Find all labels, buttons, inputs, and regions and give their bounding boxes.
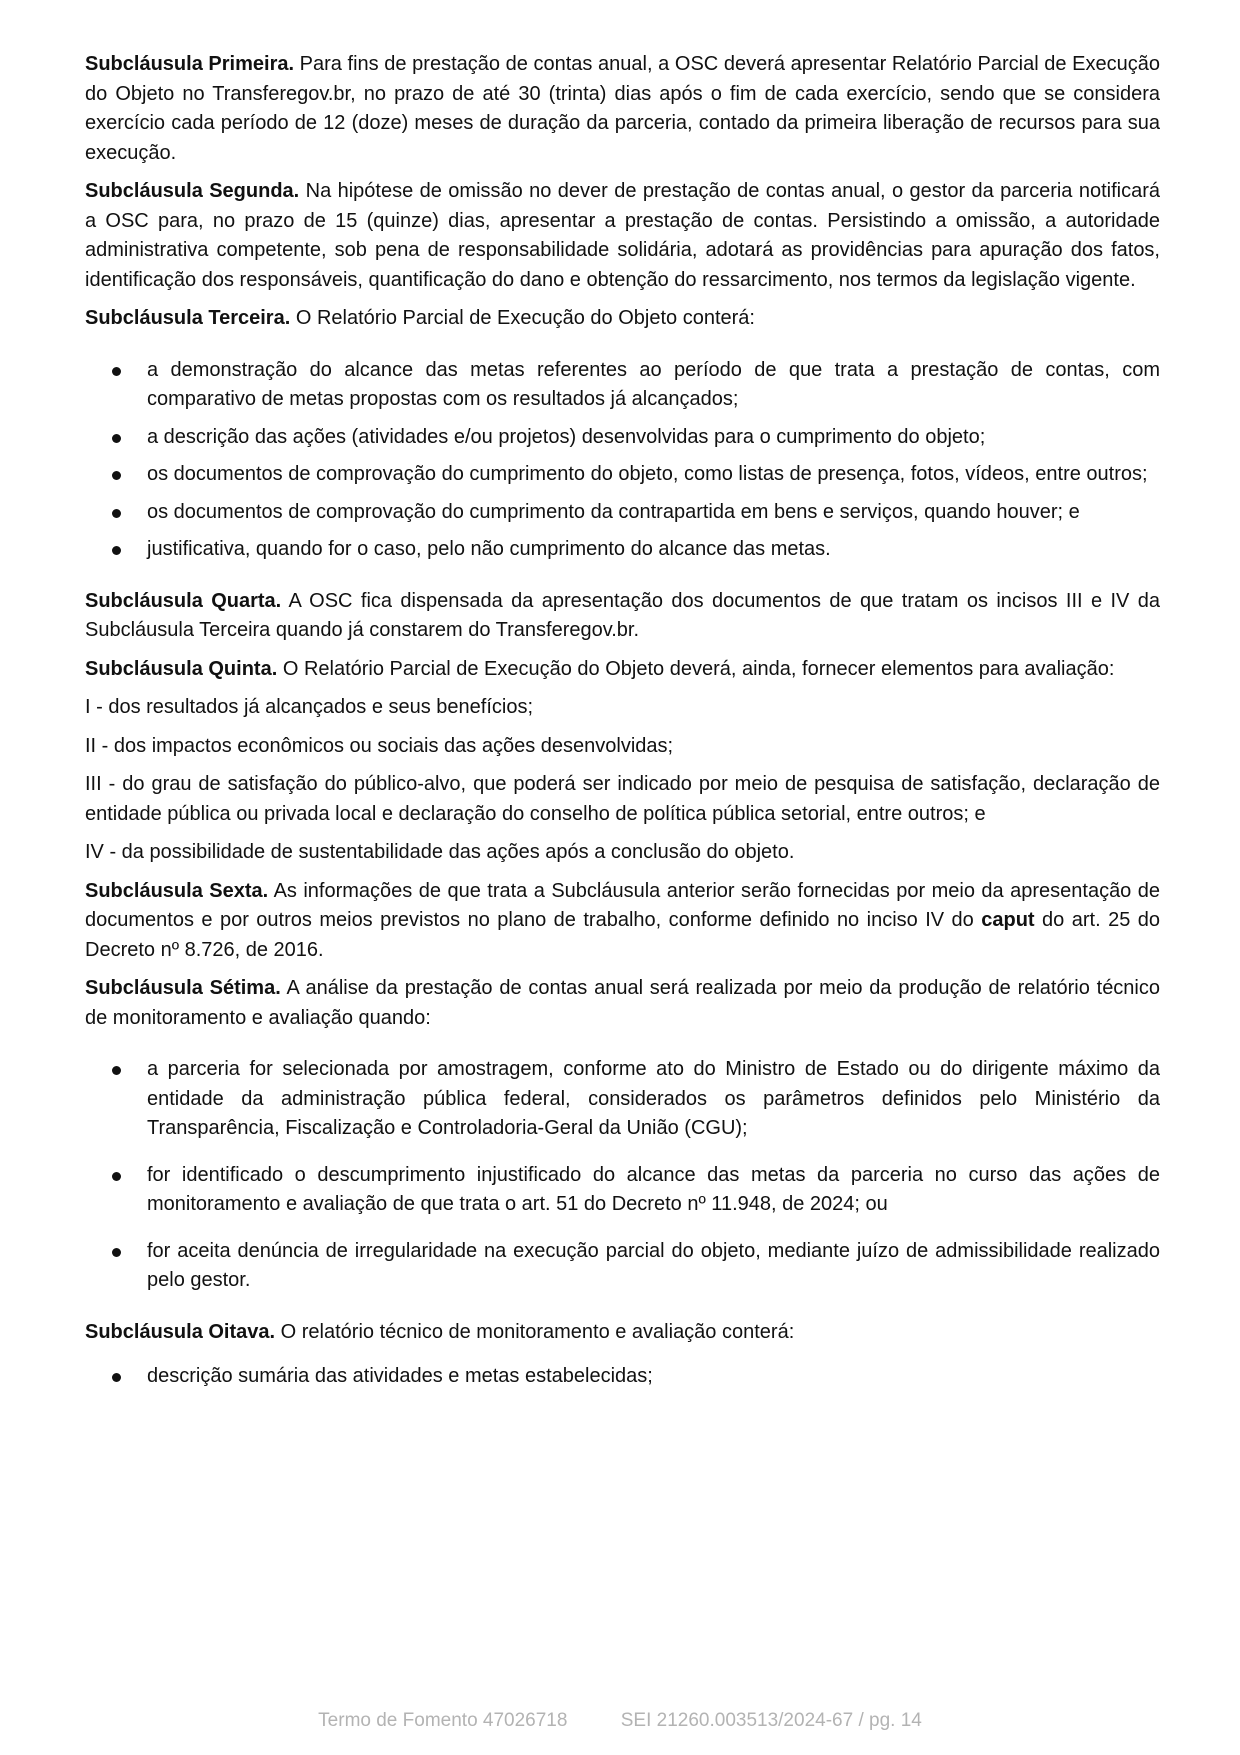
clause-text: A análise da prestação de contas anual será realizada por meio da produção de relatório técnico de monitoramento e avaliação quando:: [85, 977, 1161, 1029]
clause-text: O Relatório Parcial de Execução do Objeto conterá:: [295, 307, 755, 329]
list-item: a parceria for selecionada por amostragem, conforme ato do Ministro de Estado ou do dirigente máximo da entidade da administração pública federal, considerados os parâmetros definidos pelo Ministério da Transparência, Fiscalização e Controladoria-Geral da União (CGU);: [85, 1055, 1160, 1144]
clause-quinta: [85, 655, 1160, 685]
inciso-ii: II - dos impactos econômicos ou sociais das ações desenvolvidas;: [85, 734, 674, 757]
clause-text: Na hipótese de omissão no dever de prestação de contas anual, o gestor da parceria notificará a OSC para, no prazo de 15 (quinze) dias, apresentar a prestação de contas. Persistindo a omissão, a autoridade administrativa competente, sob pena de responsabilidade solidária, adotará as providências para apuração dos fatos, identificação dos responsáveis, quantificação do dano e obtenção do ressarcimento, nos termos da legislação vigente.: [85, 180, 1160, 291]
clause-label: Subcláusula Quinta.: [85, 657, 278, 680]
clause-label: Subcláusula Sétima.: [85, 977, 281, 999]
clause-oitava: [85, 1318, 1160, 1348]
clause-label: Subcláusula Segunda.: [85, 180, 300, 202]
footer-document-id: Termo de Fomento 47026718: [318, 1710, 568, 1731]
terceira-bullet-list: [85, 356, 1160, 565]
setima-bullet-list: [85, 1055, 1160, 1296]
inciso-iv: IV - da possibilidade de sustentabilidade das ações após a conclusão do objeto.: [85, 841, 795, 863]
clause-sexta: [85, 877, 1160, 966]
inciso-i: I - dos resultados já alcançados e seus benefícios;: [85, 696, 534, 718]
list-item: os documentos de comprovação do cumprimento do objeto, como listas de presença, fotos, vídeos, entre outros;: [85, 460, 1160, 490]
clause-text: A OSC fica dispensada da apresentação dos documentos de que tratam os incisos III e IV da Subcláusula Terceira quando já constarem do Transferegov.br.: [85, 589, 1161, 641]
clause-text: O Relatório Parcial de Execução do Objeto deverá, ainda, fornecer elementos para avaliação:: [282, 657, 1115, 680]
clause-label: Subcláusula Oitava.: [85, 1320, 276, 1343]
footer-sei-page: SEI 21260.003513/2024-67 / pg. 14: [620, 1710, 922, 1731]
list-item: for aceita denúncia de irregularidade na execução parcial do objeto, mediante juízo de admissibilidade realizado pelo gestor.: [85, 1237, 1160, 1296]
list-item: for identificado o descumprimento injustificado do alcance das metas da parceria no curso das ações de monitoramento e avaliação de que trata o art. 51 do Decreto nº 11.948, de 2024; ou: [85, 1161, 1160, 1220]
clause-text: O relatório técnico de monitoramento e avaliação conterá:: [280, 1320, 795, 1343]
clause-label: Subcláusula Quarta.: [85, 589, 282, 612]
page-footer: [0, 1710, 1240, 1732]
document-body: [85, 50, 1160, 1392]
clause-label: Subcláusula Sexta.: [85, 879, 269, 902]
clause-quarta: [85, 587, 1160, 646]
clause-terceira: [85, 304, 1160, 334]
list-item: os documentos de comprovação do cumprimento da contrapartida em bens e serviços, quando houver; e: [85, 498, 1160, 528]
clause-text: Para fins de prestação de contas anual, a OSC deverá apresentar Relatório Parcial de Execução do Objeto no Transferegov.br, no prazo de até 30 (trinta) dias após o fim de cada exercício, sendo que se considera exercício cada período de 12 (doze) meses de duração da parceria, contado da primeira liberação de recursos para sua execução.: [85, 53, 1160, 164]
list-item: justificativa, quando for o caso, pelo não cumprimento do alcance das metas.: [85, 535, 1160, 565]
oitava-bullet-list: [85, 1362, 1160, 1392]
clause-label: Subcláusula Primeira.: [85, 53, 295, 75]
inciso-iii: III - do grau de satisfação do público-alvo, que poderá ser indicado por meio de pesquisa de satisfação, declaração de entidade pública ou privada local e declaração do conselho de política pública setorial, entre outros; e: [85, 773, 1160, 825]
clause-text: do art. 25 do Decreto nº 8.726, de 2016.: [85, 909, 1161, 961]
clause-text: As informações de que trata a Subcláusula anterior serão fornecidas por meio da apresentação de documentos e por outros meios previstos no plano de trabalho, conforme definido no inciso IV do: [85, 879, 1161, 931]
list-item: a demonstração do alcance das metas referentes ao período de que trata a prestação de contas, com comparativo de metas propostas com os resultados já alcançados;: [85, 356, 1160, 415]
list-item: a descrição das ações (atividades e/ou projetos) desenvolvidas para o cumprimento do objeto;: [85, 423, 1160, 453]
caput-term: caput: [981, 909, 1035, 931]
clause-primeira: [85, 50, 1160, 168]
clause-label: Subcláusula Terceira.: [85, 307, 291, 329]
list-item: descrição sumária das atividades e metas estabelecidas;: [85, 1362, 1160, 1392]
clause-segunda: [85, 177, 1160, 295]
clause-setima: [85, 974, 1160, 1033]
